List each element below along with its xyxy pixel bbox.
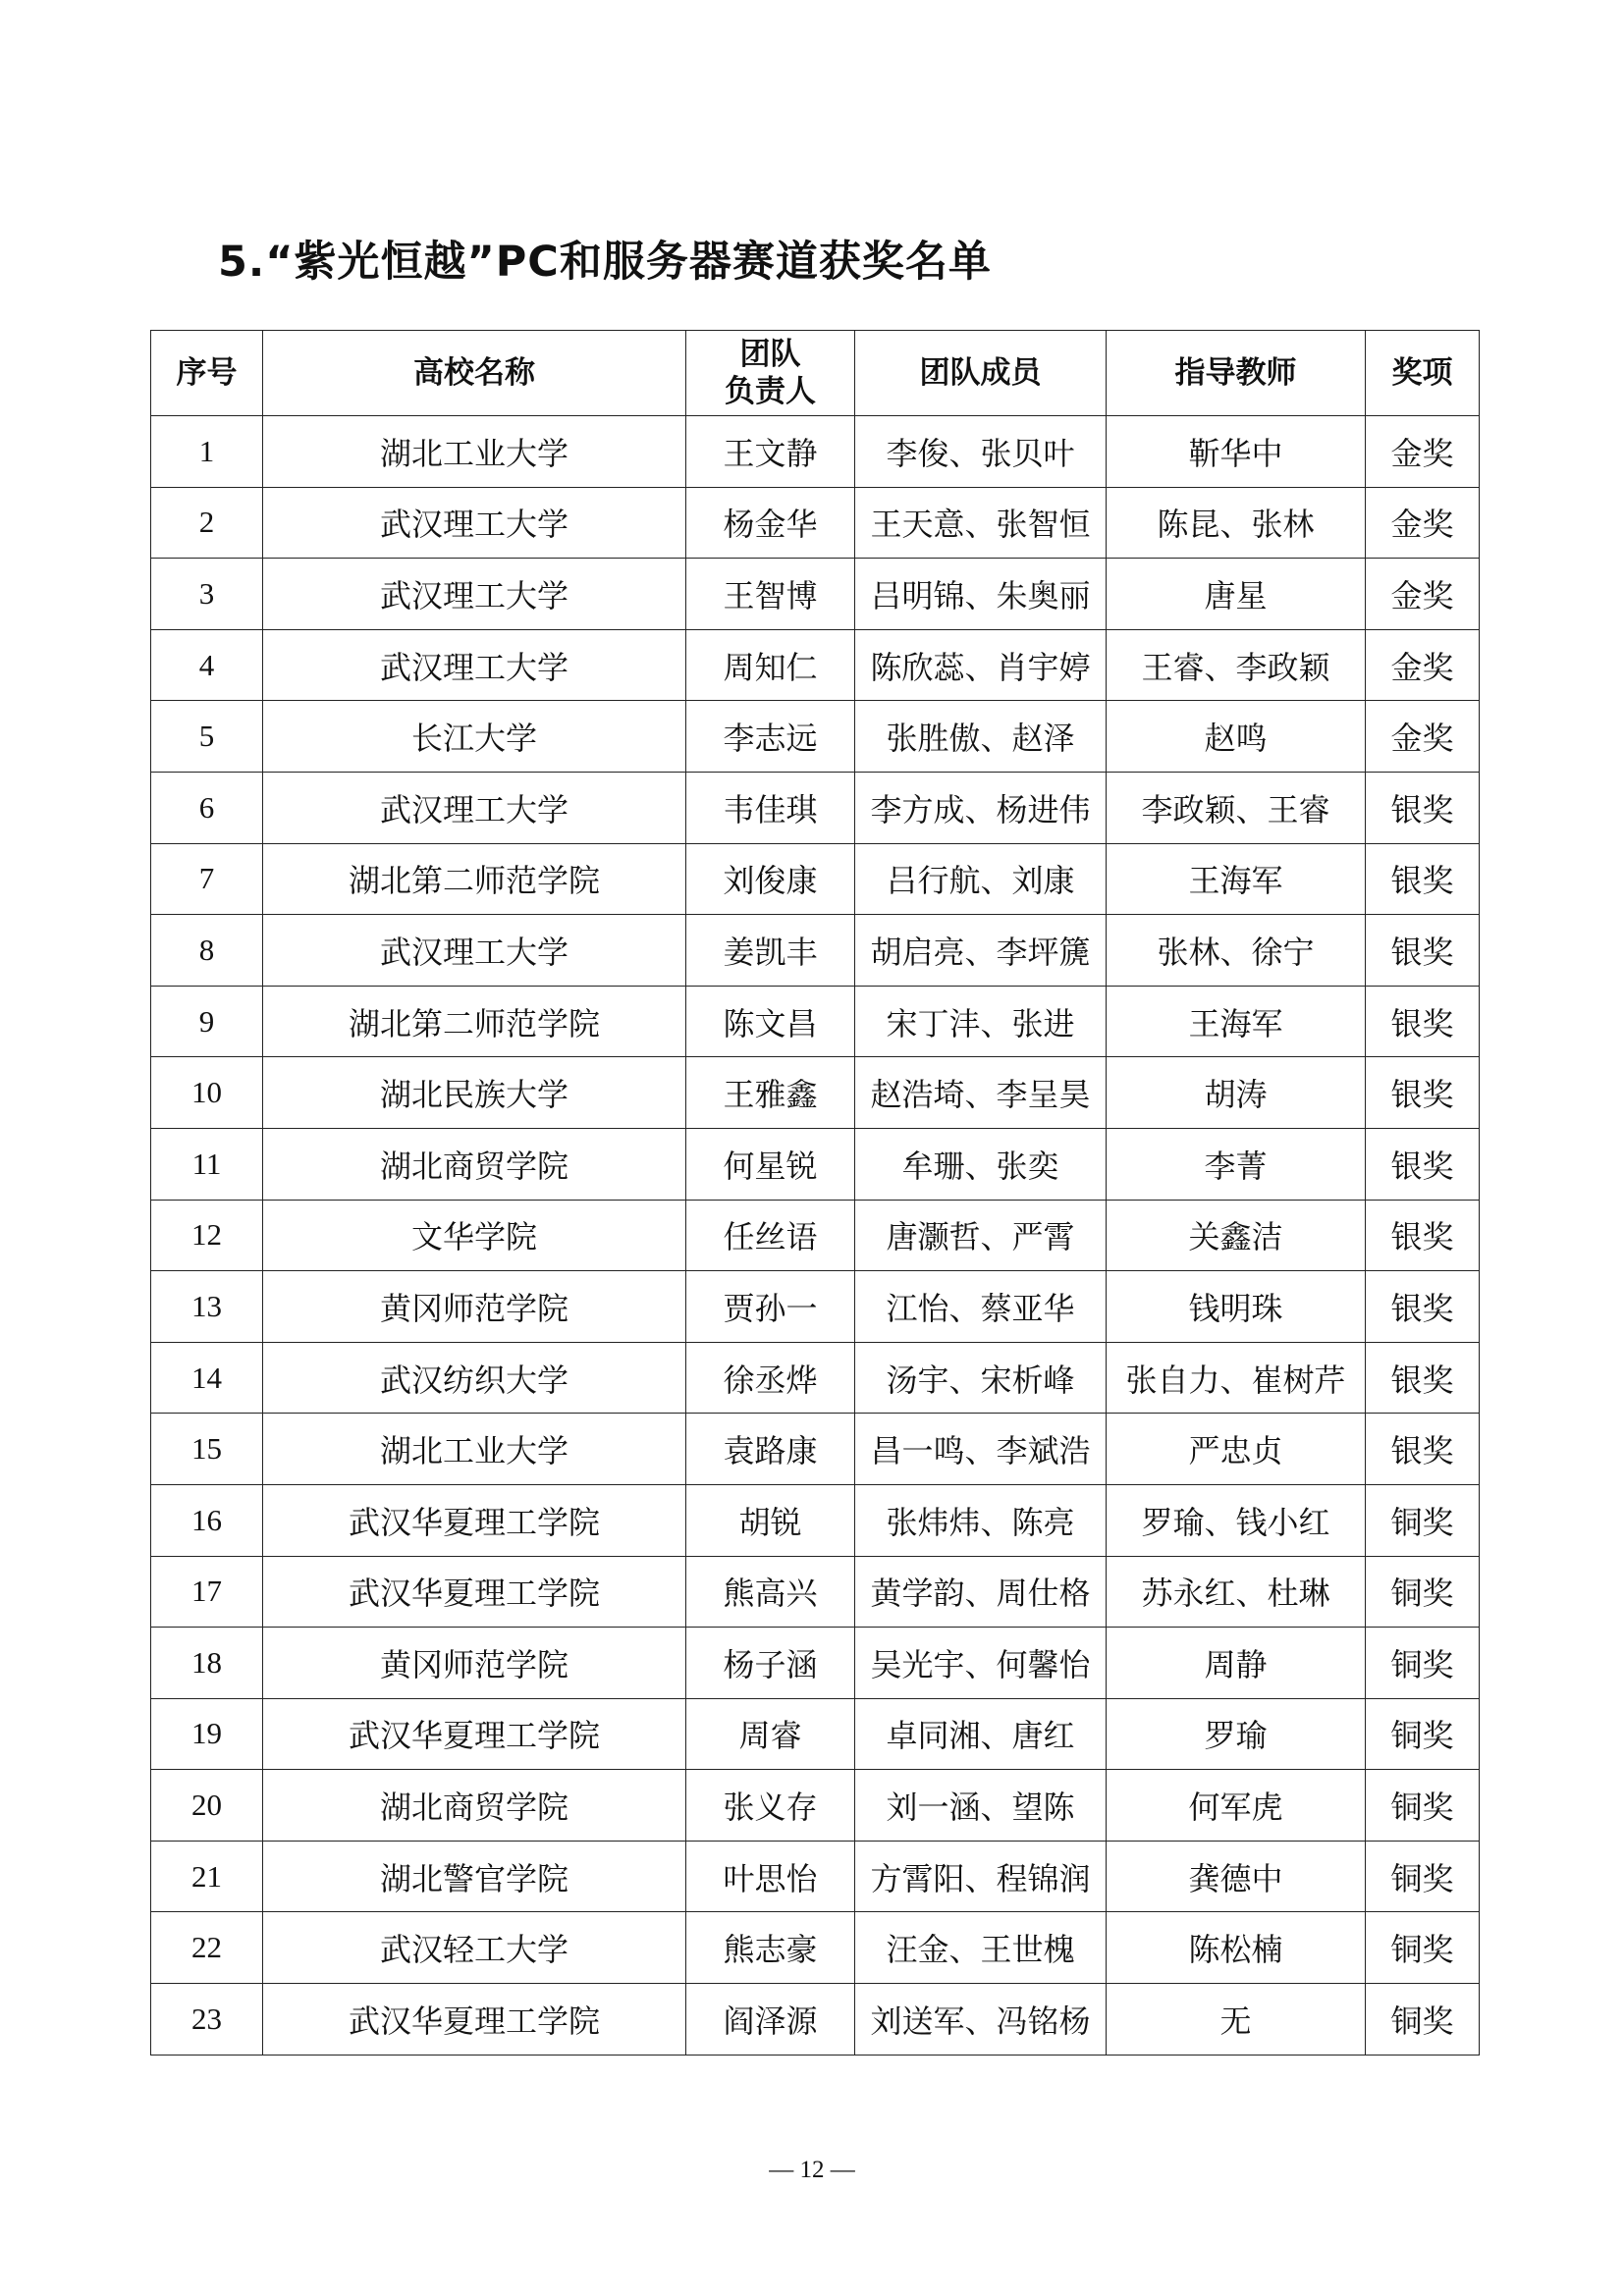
cell-seq: 23 (151, 1984, 263, 2056)
cell-leader: 王智博 (686, 559, 855, 630)
cell-award: 金奖 (1366, 416, 1480, 488)
cell-members: 李俊、张贝叶 (855, 416, 1107, 488)
table-row (151, 629, 1480, 701)
cell-seq: 9 (151, 986, 263, 1057)
cell-award: 铜奖 (1366, 1628, 1480, 1699)
cell-advisor: 李政颖、王睿 (1107, 772, 1366, 843)
cell-school: 湖北警官学院 (263, 1841, 686, 1912)
cell-leader: 任丝语 (686, 1200, 855, 1271)
cell-advisor: 无 (1107, 1984, 1366, 2056)
table-row (151, 1200, 1480, 1271)
cell-award: 银奖 (1366, 986, 1480, 1057)
table-row (151, 487, 1480, 559)
cell-school: 湖北第二师范学院 (263, 843, 686, 915)
cell-advisor: 张自力、崔树芹 (1107, 1342, 1366, 1414)
cell-leader: 徐丞烨 (686, 1342, 855, 1414)
cell-award: 金奖 (1366, 701, 1480, 773)
table-row (151, 843, 1480, 915)
cell-members: 汤宇、宋析峰 (855, 1342, 1107, 1414)
cell-advisor: 罗瑜 (1107, 1698, 1366, 1770)
table-row (151, 1128, 1480, 1200)
cell-members: 吕行航、刘康 (855, 843, 1107, 915)
header-leader (686, 331, 855, 416)
cell-school: 武汉理工大学 (263, 559, 686, 630)
table-row (151, 1770, 1480, 1842)
cell-school: 武汉理工大学 (263, 629, 686, 701)
cell-award: 银奖 (1366, 1271, 1480, 1343)
cell-school: 湖北工业大学 (263, 1414, 686, 1485)
cell-school: 湖北第二师范学院 (263, 986, 686, 1057)
cell-advisor: 何军虎 (1107, 1770, 1366, 1842)
cell-leader: 叶思怡 (686, 1841, 855, 1912)
cell-members: 刘一涵、望陈 (855, 1770, 1107, 1842)
cell-seq: 19 (151, 1698, 263, 1770)
cell-leader: 袁路康 (686, 1414, 855, 1485)
cell-members: 黄学韵、周仕格 (855, 1556, 1107, 1628)
table-row (151, 559, 1480, 630)
cell-advisor: 苏永红、杜琳 (1107, 1556, 1366, 1628)
cell-seq: 20 (151, 1770, 263, 1842)
cell-award: 铜奖 (1366, 1556, 1480, 1628)
cell-seq: 8 (151, 915, 263, 987)
cell-school: 武汉华夏理工学院 (263, 1984, 686, 2056)
cell-school: 武汉华夏理工学院 (263, 1698, 686, 1770)
cell-award: 铜奖 (1366, 1912, 1480, 1984)
cell-award: 银奖 (1366, 1128, 1480, 1200)
cell-members: 赵浩埼、李呈昊 (855, 1057, 1107, 1129)
cell-leader: 熊高兴 (686, 1556, 855, 1628)
cell-members: 方霄阳、程锦润 (855, 1841, 1107, 1912)
cell-members: 刘送军、冯铭杨 (855, 1984, 1107, 2056)
cell-school: 湖北民族大学 (263, 1057, 686, 1129)
cell-seq: 3 (151, 559, 263, 630)
header-seq: 序号 (151, 331, 263, 416)
cell-leader: 阎泽源 (686, 1984, 855, 2056)
table-row (151, 1984, 1480, 2056)
cell-award: 银奖 (1366, 772, 1480, 843)
cell-seq: 15 (151, 1414, 263, 1485)
cell-seq: 11 (151, 1128, 263, 1200)
cell-advisor: 唐星 (1107, 559, 1366, 630)
table-header-row (151, 331, 1480, 416)
table-row (151, 915, 1480, 987)
table-row (151, 416, 1480, 488)
table-row (151, 1556, 1480, 1628)
page-title: 5.“紫光恒越”PC和服务器赛道获奖名单 (218, 238, 992, 287)
cell-advisor: 罗瑜、钱小红 (1107, 1484, 1366, 1556)
cell-leader: 周知仁 (686, 629, 855, 701)
cell-advisor: 龚德中 (1107, 1841, 1366, 1912)
cell-members: 张炜炜、陈亮 (855, 1484, 1107, 1556)
cell-leader: 贾孙一 (686, 1271, 855, 1343)
cell-advisor: 胡涛 (1107, 1057, 1366, 1129)
cell-school: 黄冈师范学院 (263, 1628, 686, 1699)
cell-advisor: 王海军 (1107, 986, 1366, 1057)
cell-advisor: 张林、徐宁 (1107, 915, 1366, 987)
table-row (151, 1057, 1480, 1129)
cell-leader: 韦佳琪 (686, 772, 855, 843)
cell-school: 文华学院 (263, 1200, 686, 1271)
cell-seq: 14 (151, 1342, 263, 1414)
cell-school: 武汉理工大学 (263, 487, 686, 559)
cell-award: 金奖 (1366, 487, 1480, 559)
cell-leader: 张义存 (686, 1770, 855, 1842)
cell-seq: 2 (151, 487, 263, 559)
cell-members: 江怡、蔡亚华 (855, 1271, 1107, 1343)
cell-school: 黄冈师范学院 (263, 1271, 686, 1343)
cell-members: 汪金、王世槐 (855, 1912, 1107, 1984)
cell-school: 湖北商贸学院 (263, 1770, 686, 1842)
cell-award: 铜奖 (1366, 1698, 1480, 1770)
table-row (151, 1342, 1480, 1414)
header-award: 奖项 (1366, 331, 1480, 416)
table-body (151, 416, 1480, 2056)
cell-members: 卓同湘、唐红 (855, 1698, 1107, 1770)
cell-advisor: 王海军 (1107, 843, 1366, 915)
cell-award: 铜奖 (1366, 1484, 1480, 1556)
table-row (151, 772, 1480, 843)
cell-award: 银奖 (1366, 1414, 1480, 1485)
cell-award: 金奖 (1366, 629, 1480, 701)
cell-leader: 李志远 (686, 701, 855, 773)
cell-award: 银奖 (1366, 1200, 1480, 1271)
cell-leader: 胡锐 (686, 1484, 855, 1556)
table-row (151, 986, 1480, 1057)
cell-advisor: 靳华中 (1107, 416, 1366, 488)
table-row (151, 1912, 1480, 1984)
cell-seq: 21 (151, 1841, 263, 1912)
cell-members: 王天意、张智恒 (855, 487, 1107, 559)
cell-school: 武汉理工大学 (263, 772, 686, 843)
cell-school: 武汉理工大学 (263, 915, 686, 987)
cell-school: 武汉华夏理工学院 (263, 1556, 686, 1628)
header-members: 团队成员 (855, 331, 1107, 416)
cell-award: 银奖 (1366, 843, 1480, 915)
cell-award: 铜奖 (1366, 1770, 1480, 1842)
cell-seq: 12 (151, 1200, 263, 1271)
awards-table (150, 330, 1480, 2056)
cell-award: 铜奖 (1366, 1841, 1480, 1912)
cell-award: 银奖 (1366, 915, 1480, 987)
cell-members: 牟珊、张奕 (855, 1128, 1107, 1200)
cell-leader: 何星锐 (686, 1128, 855, 1200)
table-row (151, 1628, 1480, 1699)
table-row (151, 701, 1480, 773)
page-number: — 12 — (769, 2157, 855, 2183)
cell-school: 湖北商贸学院 (263, 1128, 686, 1200)
header-leader-line1: 团队 (739, 337, 801, 372)
cell-leader: 姜凯丰 (686, 915, 855, 987)
cell-award: 金奖 (1366, 559, 1480, 630)
cell-advisor: 关鑫洁 (1107, 1200, 1366, 1271)
cell-members: 吴光宇、何馨怡 (855, 1628, 1107, 1699)
cell-advisor: 赵鸣 (1107, 701, 1366, 773)
cell-seq: 18 (151, 1628, 263, 1699)
cell-seq: 22 (151, 1912, 263, 1984)
cell-school: 武汉纺织大学 (263, 1342, 686, 1414)
table-row (151, 1271, 1480, 1343)
cell-advisor: 王睿、李政颖 (1107, 629, 1366, 701)
cell-school: 长江大学 (263, 701, 686, 773)
cell-seq: 17 (151, 1556, 263, 1628)
cell-leader: 杨子涵 (686, 1628, 855, 1699)
cell-seq: 10 (151, 1057, 263, 1129)
cell-award: 银奖 (1366, 1342, 1480, 1414)
cell-school: 武汉轻工大学 (263, 1912, 686, 1984)
cell-leader: 刘俊康 (686, 843, 855, 915)
table-row (151, 1484, 1480, 1556)
cell-leader: 陈文昌 (686, 986, 855, 1057)
cell-award: 银奖 (1366, 1057, 1480, 1129)
cell-advisor: 周静 (1107, 1628, 1366, 1699)
cell-school: 武汉华夏理工学院 (263, 1484, 686, 1556)
cell-advisor: 严忠贞 (1107, 1414, 1366, 1485)
cell-leader: 杨金华 (686, 487, 855, 559)
cell-seq: 5 (151, 701, 263, 773)
cell-members: 昌一鸣、李斌浩 (855, 1414, 1107, 1485)
table-row (151, 1841, 1480, 1912)
cell-seq: 7 (151, 843, 263, 915)
cell-advisor: 陈昆、张林 (1107, 487, 1366, 559)
cell-leader: 王文静 (686, 416, 855, 488)
cell-members: 李方成、杨进伟 (855, 772, 1107, 843)
table-row (151, 1414, 1480, 1485)
header-advisor: 指导教师 (1107, 331, 1366, 416)
cell-advisor: 陈松楠 (1107, 1912, 1366, 1984)
cell-seq: 13 (151, 1271, 263, 1343)
cell-seq: 6 (151, 772, 263, 843)
cell-leader: 熊志豪 (686, 1912, 855, 1984)
cell-members: 宋丁沣、张进 (855, 986, 1107, 1057)
cell-seq: 16 (151, 1484, 263, 1556)
cell-advisor: 李菁 (1107, 1128, 1366, 1200)
cell-members: 吕明锦、朱奥丽 (855, 559, 1107, 630)
cell-members: 唐灏哲、严霄 (855, 1200, 1107, 1271)
cell-school: 湖北工业大学 (263, 416, 686, 488)
cell-leader: 王雅鑫 (686, 1057, 855, 1129)
cell-members: 胡启亮、李坪篪 (855, 915, 1107, 987)
cell-seq: 4 (151, 629, 263, 701)
cell-advisor: 钱明珠 (1107, 1271, 1366, 1343)
cell-members: 陈欣蕊、肖宇婷 (855, 629, 1107, 701)
header-leader-line2: 负责人 (725, 374, 816, 409)
cell-members: 张胜傲、赵泽 (855, 701, 1107, 773)
cell-award: 铜奖 (1366, 1984, 1480, 2056)
header-school: 高校名称 (263, 331, 686, 416)
cell-leader: 周睿 (686, 1698, 855, 1770)
cell-seq: 1 (151, 416, 263, 488)
table-row (151, 1698, 1480, 1770)
